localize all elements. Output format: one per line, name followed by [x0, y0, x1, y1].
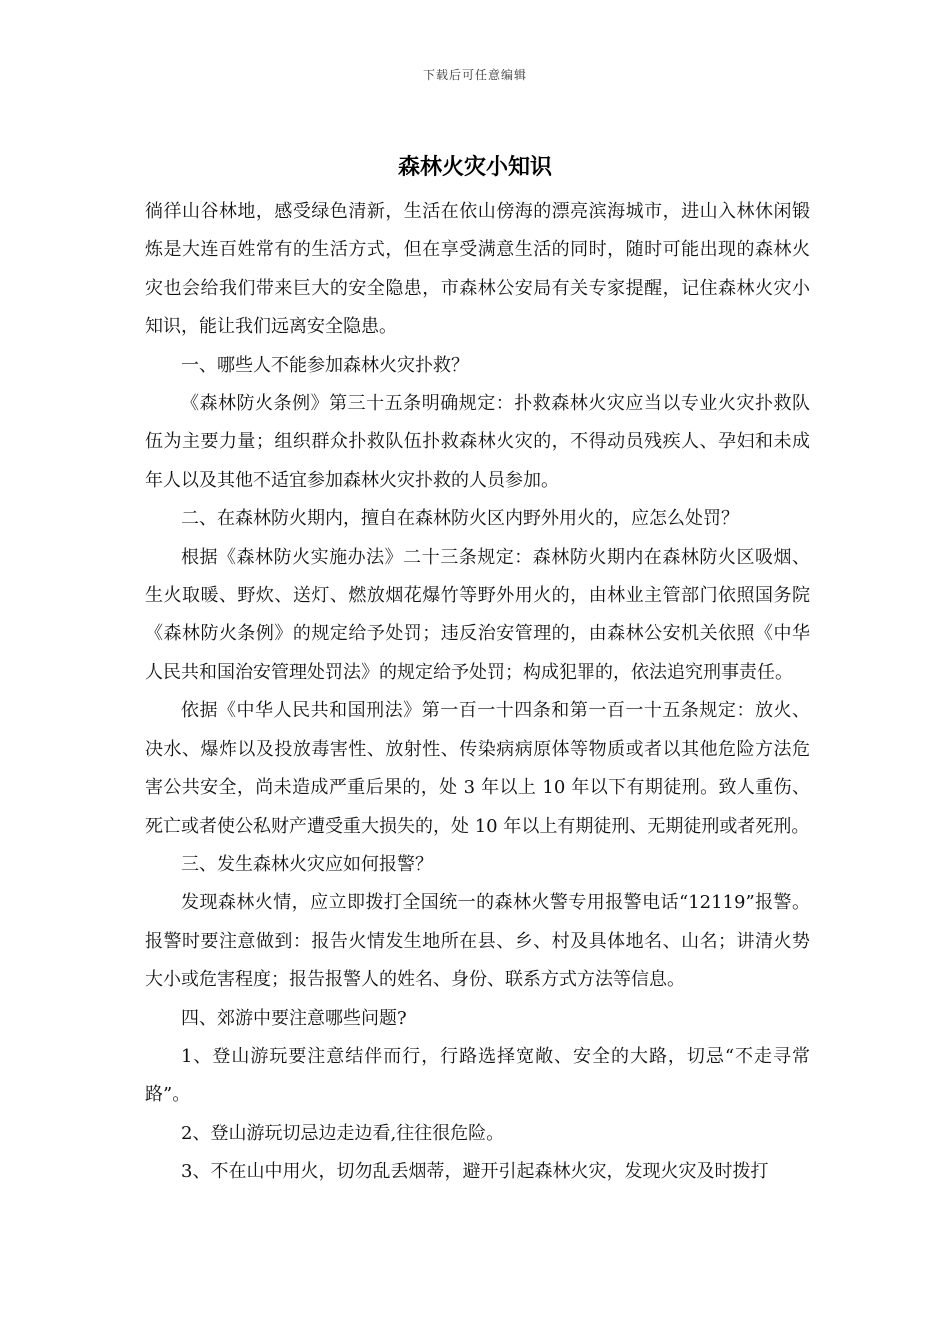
paragraph: 根据《森林防火实施办法》二十三条规定：森林防火期内在森林防火区吸烟、生火取暖、野炊、送灯、燃放烟花爆竹等野外用火的，由林业主管部门依照国务院《森林防火条例》的规定给予处罚；违反治安管理的，由森林公安机关依照《中华人民共和国治安管理处罚法》的规定给予处罚；构成犯罪的，依法追究刑事责任。 [145, 546, 810, 683]
header-note: 下载后可任意编辑 [422, 68, 527, 82]
list-item: 2、登山游玩切忌边走边看,往往很危险。 [181, 1122, 505, 1144]
document-title: 森林火灾小知识 [397, 155, 552, 180]
document-body [145, 193, 810, 1192]
paragraph: 《森林防火条例》第三十五条明确规定：扑救森林火灾应当以专业火灾扑救队伍为主要力量；组织群众扑救队伍扑救森林火灾的，不得动员残疾人、孕妇和未成年人以及其他不适宜参加森林火灾扑救的人员参加。 [145, 393, 810, 491]
list-item: 1、登山游玩要注意结伴而行，行路选择宽敞、安全的大路，切忌“不走寻常路”。 [145, 1045, 810, 1106]
paragraph: 依据《中华人民共和国刑法》第一百一十四条和第一百一十五条规定：放火、决水、爆炸以及投放毒害性、放射性、传染病病原体等物质或者以其他危险方法危害公共安全，尚未造成严重后果的，处 3 年以上 10 年以下有期徒刑。致人重伤、死亡或者使公私财产遭受重大损失的，处 10 年以上有期徒刑、无期徒刑或者死刑。 [145, 700, 810, 837]
list-item: 3、不在山中用火，切勿乱丢烟蒂，避开引起森林火灾，发现火灾及时拨打 [181, 1161, 769, 1183]
section-heading-3: 三、发生森林火灾应如何报警？ [181, 853, 433, 875]
section-heading-2: 二、在森林防火期内，擅自在森林防火区内野外用火的，应怎么处罚？ [181, 508, 739, 530]
section-heading-4: 四、郊游中要注意哪些问题? [181, 1007, 407, 1029]
section-heading-1: 一、哪些人不能参加森林火灾扑救？ [181, 354, 469, 376]
paragraph-intro: 徜徉山谷林地，感受绿色清新，生活在依山傍海的漂亮滨海城市，进山入林休闲锻炼是大连百姓常有的生活方式，但在享受满意生活的同时，随时可能出现的森林火灾也会给我们带来巨大的安全隐患，市森林公安局有关专家提醒，记住森林火灾小知识，能让我们远离安全隐患。 [145, 201, 810, 338]
paragraph: 发现森林火情，应立即拨打全国统一的森林火警专用报警电话“12119”报警。报警时要注意做到：报告火情发生地所在县、乡、村及具体地名、山名；讲清火势大小或危害程度；报告报警人的姓名、身份、联系方式方法等信息。 [145, 892, 810, 991]
